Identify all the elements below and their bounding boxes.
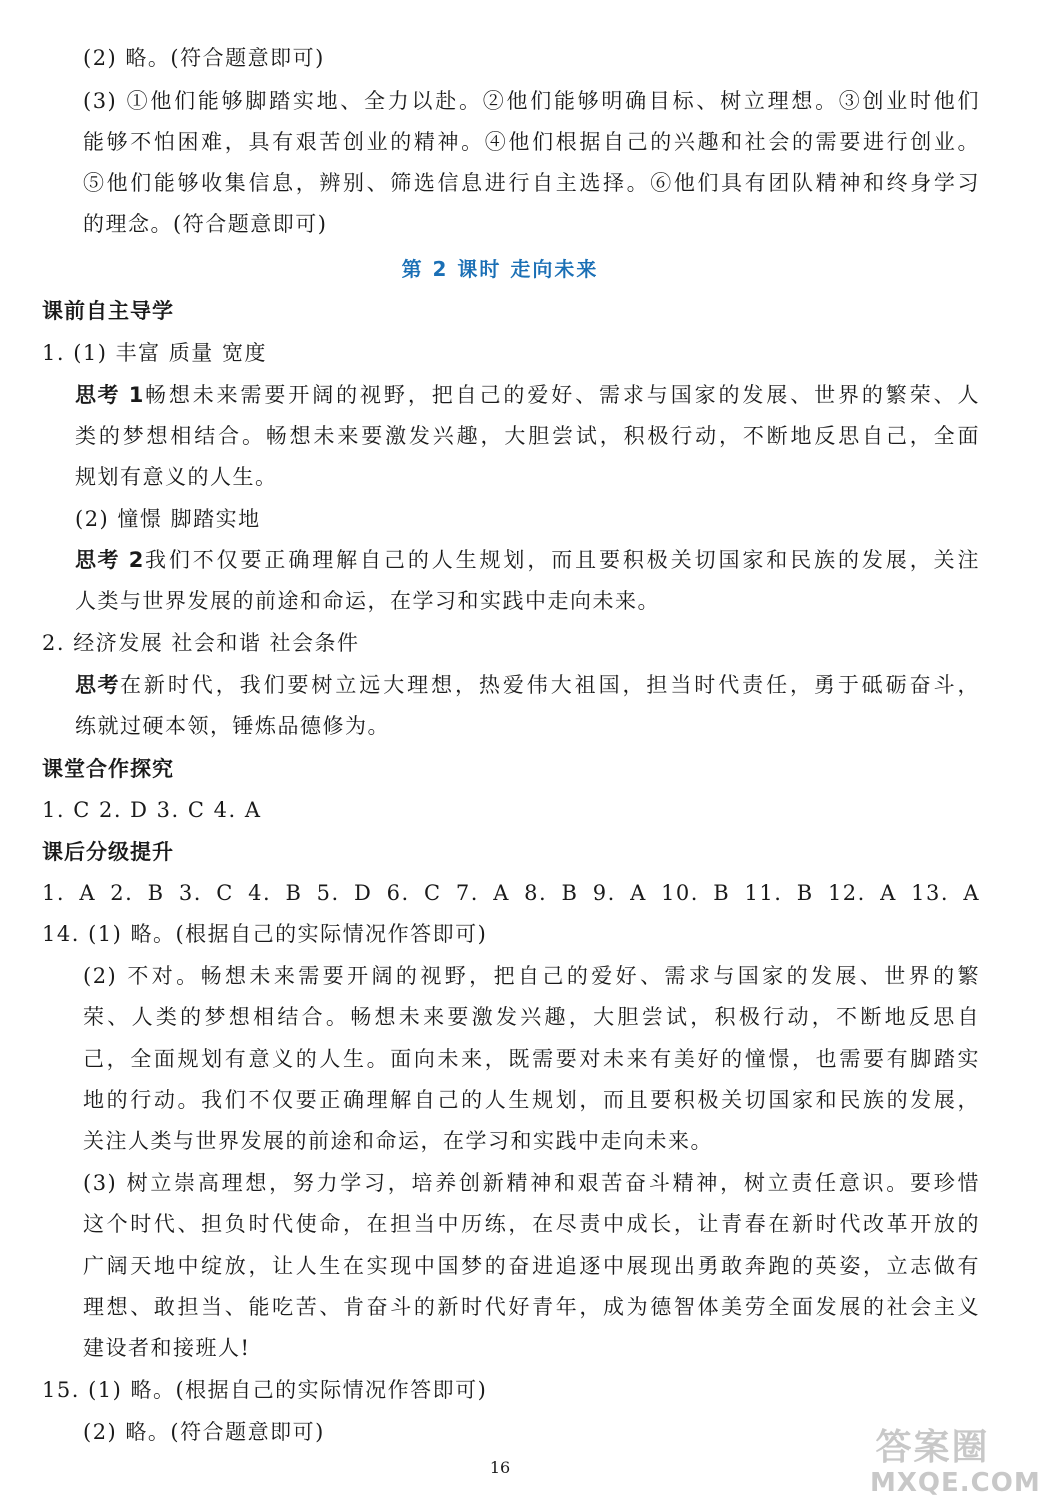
section-heading: 课堂合作探究	[42, 757, 174, 781]
section-heading: 课前自主导学	[42, 299, 174, 323]
answer-line: (2) 憧憬 脚踏实地	[75, 507, 261, 531]
answer-line: (2) 略。(符合题意即可)	[83, 46, 325, 70]
answer-line	[75, 380, 980, 410]
answer-line: 2. 经济发展 社会和谐 社会条件	[42, 631, 360, 655]
answer-line: 己，全面规划有意义的人生。面向未来，既需要对未来有美好的憧憬，也需要有脚踏实	[83, 1047, 980, 1071]
think-label: 思考 1	[75, 383, 145, 407]
watermark-bottom: MXQE.COM	[870, 1468, 1041, 1498]
answer-line: ⑤他们能够收集信息，辨别、筛选信息进行自主选择。⑥他们具有团队精神和终身学习	[83, 171, 980, 195]
answer-line: 1. C 2. D 3. C 4. A	[42, 798, 262, 822]
answer-line: 能够不怕困难，具有艰苦创业的精神。④他们根据自己的兴趣和社会的需要进行创业。	[83, 130, 980, 154]
answer-line: (3) 树立崇高理想，努力学习，培养创新精神和艰苦奋斗精神，树立责任意识。要珍惜	[83, 1171, 980, 1195]
answer-line: 这个时代、担负时代使命，在担当中历练，在尽责中成长，让青春在新时代改革开放的	[83, 1212, 980, 1236]
answer-line: 关注人类与世界发展的前途和命运，在学习和实践中走向未来。	[83, 1129, 713, 1153]
answer-line: 地的行动。我们不仅要正确理解自己的人生规划，而且要积极关切国家和民族的发展，	[83, 1088, 980, 1112]
answer-text: 我们不仅要正确理解自己的人生规划，而且要积极关切国家和民族的发展，关注	[144, 548, 980, 572]
answer-line	[75, 545, 980, 575]
lesson-title: 第 2 课时 走向未来	[401, 257, 599, 281]
section-heading: 课后分级提升	[42, 840, 174, 864]
answer-text: 在新时代，我们要树立远大理想，热爱伟大祖国，担当时代责任，勇于砥砺奋斗，	[120, 673, 980, 697]
answer-line: 1. (1) 丰富 质量 宽度	[42, 341, 267, 365]
answer-line: 14. (1) 略。(根据自己的实际情况作答即可)	[42, 922, 488, 946]
answer-line: 理想、敢担当、能吃苦、肯奋斗的新时代好青年，成为德智体美劳全面发展的社会主义	[83, 1295, 980, 1319]
watermark-logo	[870, 1427, 1041, 1498]
answer-text: 畅想未来需要开阔的视野，把自己的爱好、需求与国家的发展、世界的繁荣、人	[144, 383, 980, 407]
answer-line: 练就过硬本领，锤炼品德修为。	[75, 714, 390, 738]
think-label: 思考	[75, 673, 120, 697]
answer-line: 建设者和接班人!	[83, 1336, 251, 1360]
answer-line: (3) ①他们能够脚踏实地、全力以赴。②他们能够明确目标、树立理想。③创业时他们	[83, 89, 980, 113]
answer-line: 类的梦想相结合。畅想未来要激发兴趣，大胆尝试，积极行动，不断地反思自己，全面	[75, 424, 980, 448]
answer-line: 人类与世界发展的前途和命运，在学习和实践中走向未来。	[75, 589, 660, 613]
answer-line	[75, 670, 980, 700]
answer-line: 广阔天地中绽放，让人生在实现中国梦的奋进追逐中展现出勇敢奔跑的英姿，立志做有	[83, 1254, 980, 1278]
answer-line: (2) 不对。畅想未来需要开阔的视野，把自己的爱好、需求与国家的发展、世界的繁	[83, 964, 980, 988]
answer-line: (2) 略。(符合题意即可)	[83, 1420, 325, 1444]
answer-line: 规划有意义的人生。	[75, 465, 278, 489]
think-label: 思考 2	[75, 548, 145, 572]
answer-line: 15. (1) 略。(根据自己的实际情况作答即可)	[42, 1378, 488, 1402]
watermark-top: 答案圈	[875, 1427, 990, 1468]
answer-line: 荣、人类的梦想相结合。畅想未来要激发兴趣，大胆尝试，积极行动，不断地反思自	[83, 1005, 980, 1029]
answer-line: 的理念。(符合题意即可)	[83, 212, 328, 236]
answer-line: 1. A 2. B 3. C 4. B 5. D 6. C 7. A 8. B 9. A 10. B 11. B 12. A 13. A	[42, 881, 980, 905]
page-number: 16	[489, 1458, 511, 1477]
